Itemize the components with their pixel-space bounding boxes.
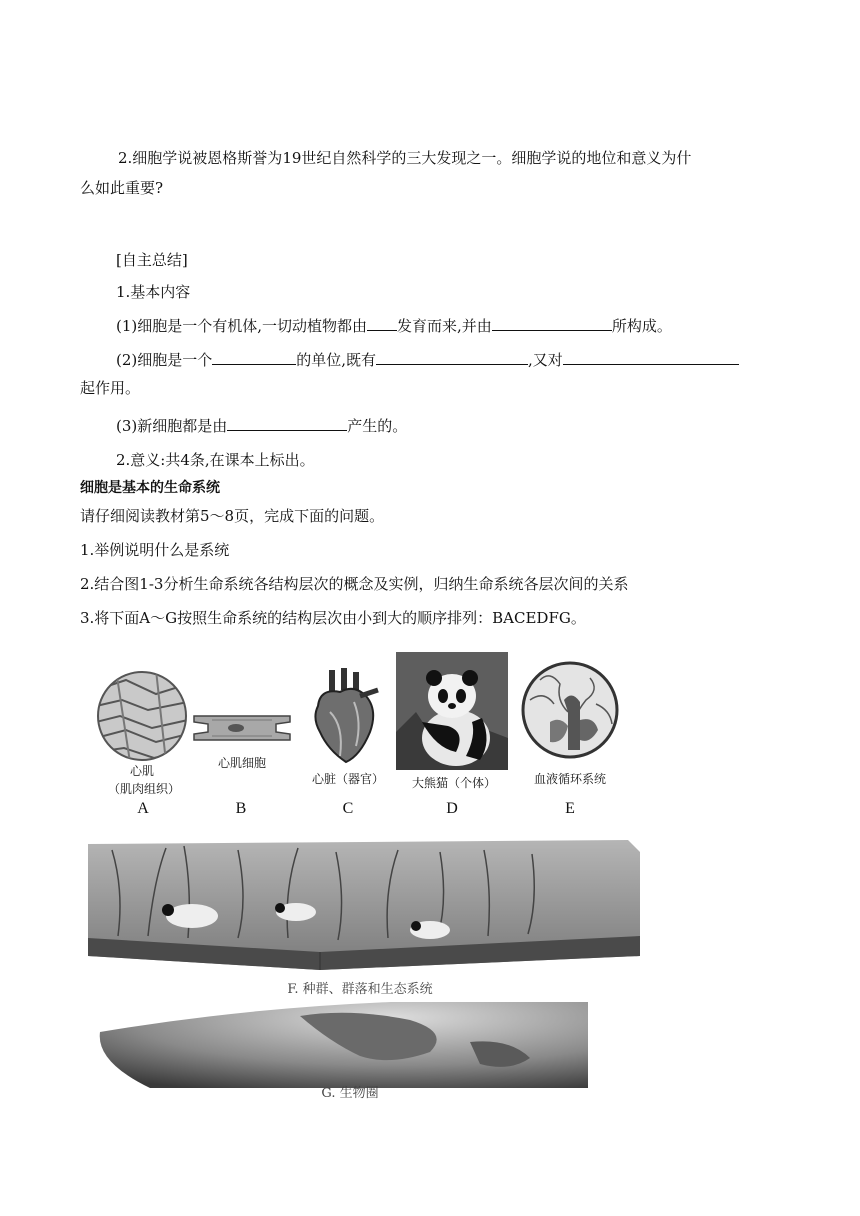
blank-2[interactable] <box>492 314 612 331</box>
blood-circulatory-system-image <box>520 660 620 760</box>
section-title: 细胞是基本的生命系统 <box>80 480 220 496</box>
biosphere-globe-image <box>90 1002 590 1088</box>
label-a-line2: （肌肉组织） <box>107 782 180 796</box>
label-d: 大熊猫（个体） <box>411 776 496 790</box>
item1-text-c: 所构成。 <box>611 317 672 335</box>
summary-basic: 1.基本内容 <box>116 283 191 301</box>
caption-g: G. 生物圈 <box>321 1086 379 1101</box>
blank-6[interactable] <box>227 414 347 431</box>
section-intro: 请仔细阅读教材第5～8页，完成下面的问题。 <box>80 507 385 525</box>
section-q2: 2.结合图1-3分析生命系统各结构层次的概念及实例，归纳生命系统各层次间的关系 <box>80 575 629 593</box>
caption-f: F. 种群、群落和生态系统 <box>287 982 433 997</box>
blank-1[interactable] <box>367 314 397 331</box>
letter-e: E <box>565 800 575 817</box>
item2-text-b: 的单位,既有 <box>296 351 377 369</box>
label-c: 心脏（器官） <box>311 772 384 786</box>
item1-text-a: (1)细胞是一个有机体,一切动植物都由 <box>116 317 368 335</box>
summary-item-3 <box>116 414 407 436</box>
blank-4[interactable] <box>376 348 528 365</box>
label-a-line1: 心肌 <box>129 764 154 778</box>
item3-text-b: 产生的。 <box>347 417 408 435</box>
ecosystem-image <box>88 840 640 980</box>
giant-panda-image <box>396 652 508 770</box>
letter-a: A <box>137 800 149 817</box>
question-2-line2: 么如此重要? <box>80 179 164 197</box>
heart-muscle-cell-image <box>192 708 292 748</box>
heart-organ-image <box>310 666 380 766</box>
section-q3: 3.将下面A～G按照生命系统的结构层次由小到大的顺序排列：BACEDFG。 <box>80 609 586 627</box>
question-2-line1: 2.细胞学说被恩格斯誉为19世纪自然科学的三大发现之一。细胞学说的地位和意义为什 <box>118 149 692 167</box>
summary-heading: [自主总结] <box>116 251 188 269</box>
summary-item-1 <box>116 314 672 336</box>
label-b: 心肌细胞 <box>217 756 266 770</box>
summary-item-2 <box>116 348 739 370</box>
summary-meaning: 2.意义:共4条,在课本上标出。 <box>116 451 315 469</box>
letter-d: D <box>446 800 458 817</box>
item1-text-b: 发育而来,并由 <box>397 317 492 335</box>
item2-text-a: (2)细胞是一个 <box>116 351 213 369</box>
summary-item-2-cont: 起作用。 <box>80 379 141 397</box>
blank-3[interactable] <box>212 348 296 365</box>
item2-text-c: ,又对 <box>528 351 563 369</box>
item3-text-a: (3)新细胞都是由 <box>116 417 228 435</box>
letter-b: B <box>235 800 247 817</box>
label-e: 血液循环系统 <box>533 772 606 786</box>
letter-c: C <box>342 800 354 817</box>
section-q1: 1.举例说明什么是系统 <box>80 541 230 559</box>
blank-5[interactable] <box>563 348 739 365</box>
heart-muscle-tissue-image <box>96 670 188 762</box>
